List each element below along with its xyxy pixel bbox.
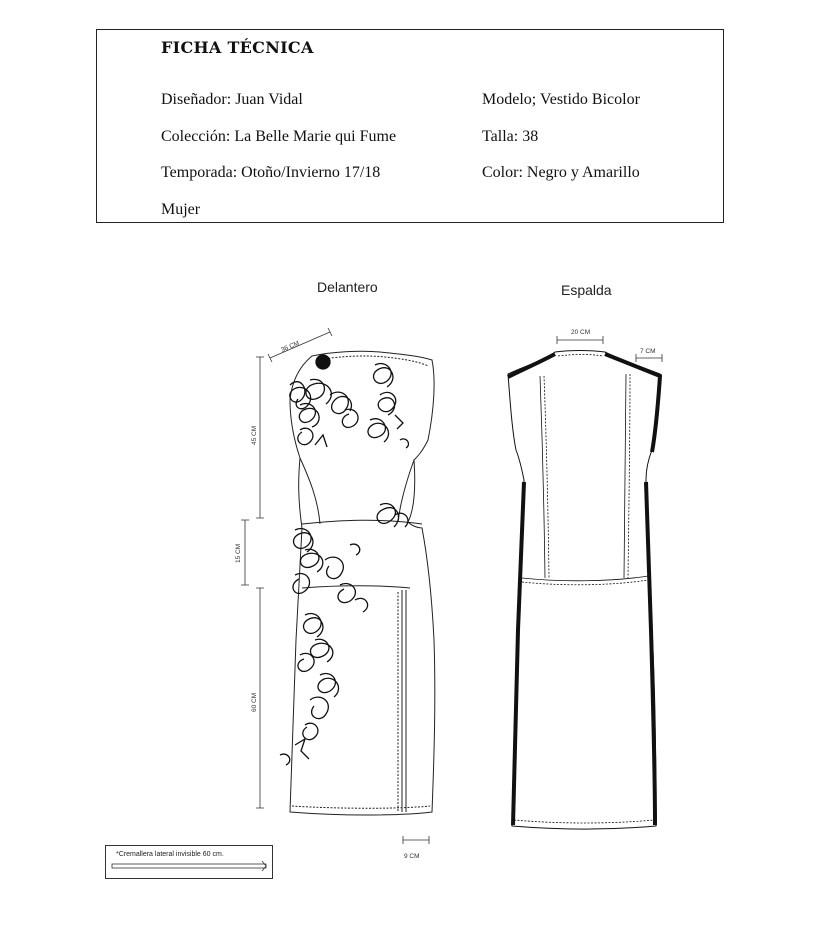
front-hem-stitch [292,806,430,808]
back-neck-dim-line [557,336,603,344]
back-left-panel [508,354,555,377]
front-shoulder-measure: 36 CM [280,339,301,354]
front-dress-outline [290,351,435,815]
zipper-note-box [105,845,273,879]
back-right-side-panel [646,482,655,825]
slit-width-measure: 9 CM [404,853,420,860]
back-seam-right [624,374,626,578]
front-dress-illustration [290,351,435,815]
front-view-label: Delantero [317,279,378,295]
back-shoulder-measure: 7 CM [640,348,656,355]
back-seam-left [540,376,545,578]
season-field: Temporada: Otoño/Invierno 17/18 [161,164,381,181]
back-neckline-stitch [558,355,603,357]
brooch-icon [316,355,330,369]
slit-dim-line [403,836,429,844]
front-slit [402,590,406,812]
back-shoulder-dim-line [636,354,662,362]
front-neckline-stitch [318,356,428,366]
designer-field: Diseñador: Juan Vidal [161,91,303,108]
waist-dim-line [241,520,249,585]
bodice-length-measure: 45 CM [251,425,258,445]
color-field: Color: Negro y Amarillo [482,164,640,181]
sheet-title: FICHA TÉCNICA [161,38,314,57]
back-waist-seam [522,576,648,581]
collection-field: Colección: La Belle Marie qui Fume [161,128,397,145]
back-view-label: Espalda [561,282,612,298]
back-dress-illustration [508,351,660,830]
waist-band-measure: 15 CM [235,543,242,563]
front-bodice-seam-left [300,458,320,524]
back-hem-stitch [514,820,654,823]
model-field: Modelo; Vestido Bicolor [482,91,640,108]
back-neck-measure: 20 CM [571,329,591,336]
gender-field: Mujer [161,201,201,218]
size-field: Talla: 38 [482,128,539,145]
zipper-note-text: *Cremallera lateral invisible 60 cm. [116,851,224,858]
front-hip-seam [302,586,410,588]
back-dress-outline [508,351,660,830]
back-left-side-panel [513,482,524,825]
floral-embroidery [280,355,408,765]
skirt-length-measure: 60 CM [251,692,258,712]
back-right-panel [605,354,660,452]
back-seam-right-stitch [628,374,630,578]
